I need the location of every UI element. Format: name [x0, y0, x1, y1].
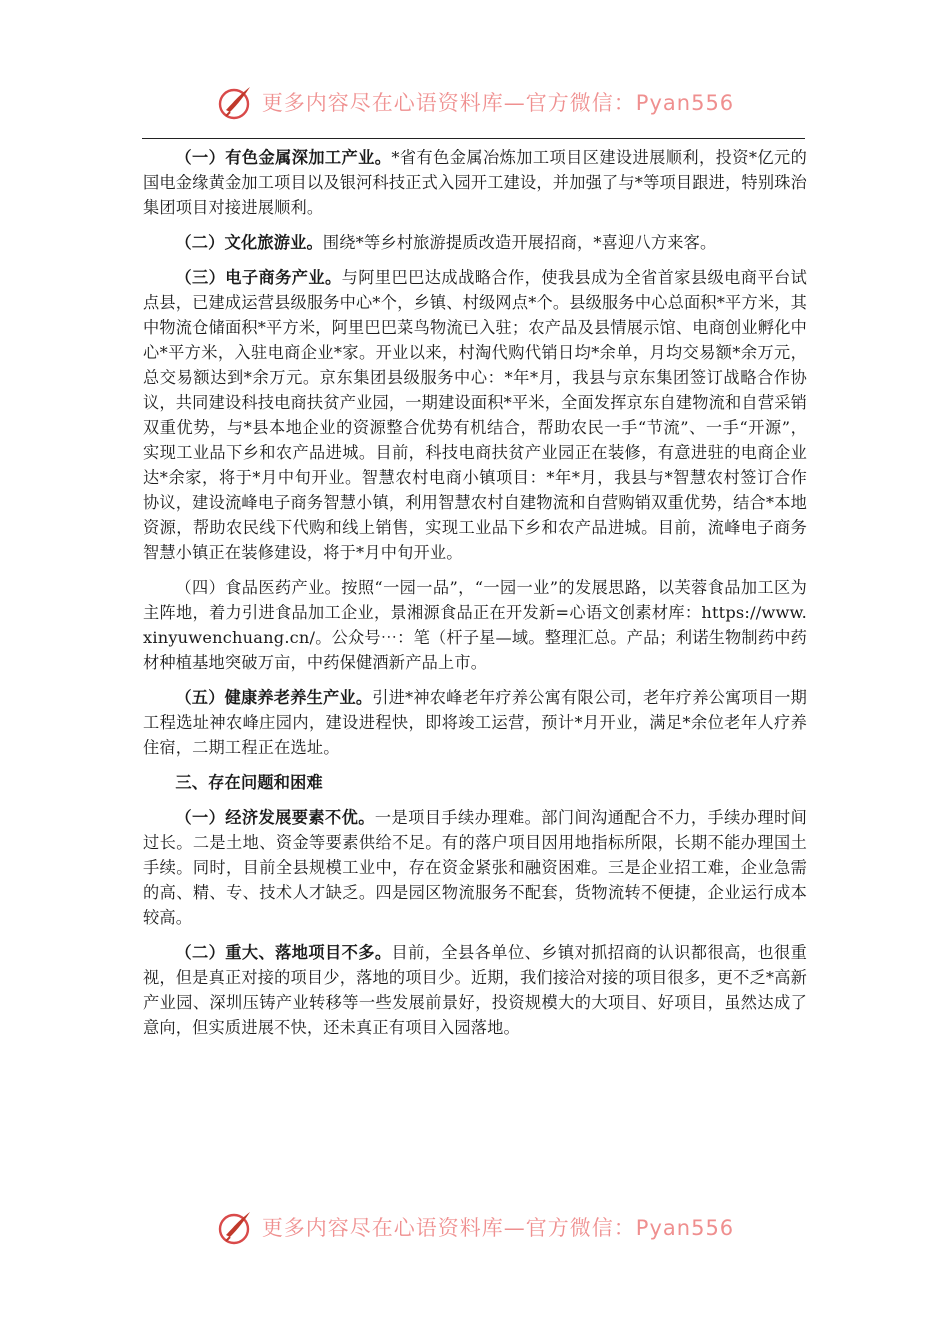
paragraph-body: 引进*神农峰老年疗养公寓有限公司，老年疗养公寓项目一期工程选址神农峰庄园内，建设进程快，即将竣工运营，预计*月开业，满足*余位老年人疗养住宿，二期工程正在选址。: [143, 688, 807, 757]
paragraph-body: 目前，全县各单位、乡镇对抓招商的认识都很高，也很重视，但是真正对接的项目少，落地的项目少。近期，我们接洽对接的项目很多，更不乏*高新产业园、深圳压铸产业转移等一些发展前景好，投资规模大的大项目、好项目，虽然达成了意向，但实质进展不快，还未真正有项目入园落地。: [143, 943, 807, 1037]
paragraph-body: *省有色金属冶炼加工项目区建设进展顺利，投资*亿元的国电金缘黄金加工项目以及银河科技正式入园开工建设，并加强了与*等项目跟进，特别珠治集团项目对接进展顺利。: [143, 148, 807, 217]
banner-text: 更多内容尽在心语资料库—官方微信：Pyan556: [261, 1216, 735, 1240]
paragraph: [143, 805, 807, 930]
quill-seal-logo-icon: [216, 1207, 256, 1247]
paragraph-lead: （二）重大、落地项目不多。: [175, 943, 392, 962]
banner-text: 更多内容尽在心语资料库—官方微信：Pyan556: [261, 91, 735, 115]
paragraph-body: 与阿里巴巴达成战略合作，使我县成为全省首家县级电商平台试点县，已建成运营县级服务中心*个，乡镇、村级网点*个。县级服务中心总面积*平方米，其中物流仓储面积*平方米，阿里巴巴菜鸟物流已入驻；农产品及县情展示馆、电商创业孵化中心*平方米，入驻电商企业*家。开业以来，村淘代购代销日均*余单，月均交易额*余万元，总交易额达到*余万元。京东集团县级服务中心：*年*月，我县与京东集团签订战略合作协议，共同建设科技电商扶贫产业园，一期建设面积*平米，全面发挥京东自建物流和自营采销双重优势，与*县本地企业的资源整合优势有机结合，帮助农民一手“节流”、一手“开源”，实现工业品下乡和农产品进城。目前，科技电商扶贫产业园正在装修，有意进驻的电商企业达*余家，将于*月中旬开业。智慧农村电商小镇项目：*年*月，我县与*智慧农村签订合作协议，建设流峰电子商务智慧小镇，利用智慧农村自建物流和自营购销双重优势，结合*本地资源，帮助农民线下代购和线上销售，实现工业品下乡和农产品进城。目前，流峰电子商务智慧小镇正在装修建设，将于*月中旬开业。: [143, 268, 807, 562]
document-body: [143, 145, 807, 1050]
paragraph: [143, 685, 807, 760]
paragraph: [143, 230, 807, 255]
paragraph: [143, 145, 807, 220]
paragraph-lead: （一）经济发展要素不优。: [175, 808, 375, 827]
footer-banner: [0, 1203, 950, 1251]
section-heading: 三、存在问题和困难: [175, 773, 323, 792]
paragraph-body: （四）食品医药产业。按照“一园一品”，“一园一业”的发展思路，以芙蓉食品加工区为主阵地，着力引进食品加工企业，景湘源食品正在开发新=心语文创素材库：https://www.xinyuwenchuang.cn/。公众号⋯：笔（杆子星—域。整理汇总。产品；利诺生物制药中药材种植基地突破万亩，中药保健酒新产品上市。: [143, 578, 807, 672]
paragraph-lead: （一）有色金属深加工产业。: [175, 148, 392, 167]
quill-seal-logo-icon: [216, 82, 256, 122]
paragraph: [143, 265, 807, 565]
paragraph-body: 围绕*等乡村旅游提质改造开展招商，*喜迎八方来客。: [322, 233, 717, 252]
paragraph-lead: （二）文化旅游业。: [175, 233, 323, 252]
header-rule: [142, 138, 805, 139]
paragraph: [143, 940, 807, 1040]
paragraph-lead: （三）电子商务产业。: [175, 268, 342, 287]
paragraph: [143, 575, 807, 675]
header-banner: [0, 78, 950, 126]
paragraph-lead: （五）健康养老养生产业。: [175, 688, 373, 707]
paragraph-body: 一是项目手续办理难。部门间沟通配合不力，手续办理时间过长。二是土地、资金等要素供给不足。有的落户项目因用地指标所限，长期不能办理国土手续。同时，目前全县规模工业中，存在资金紧张和融资困难。三是企业招工难，企业急需的高、精、专、技术人才缺乏。四是园区物流服务不配套，货物流转不便捷，企业运行成本较高。: [143, 808, 807, 927]
